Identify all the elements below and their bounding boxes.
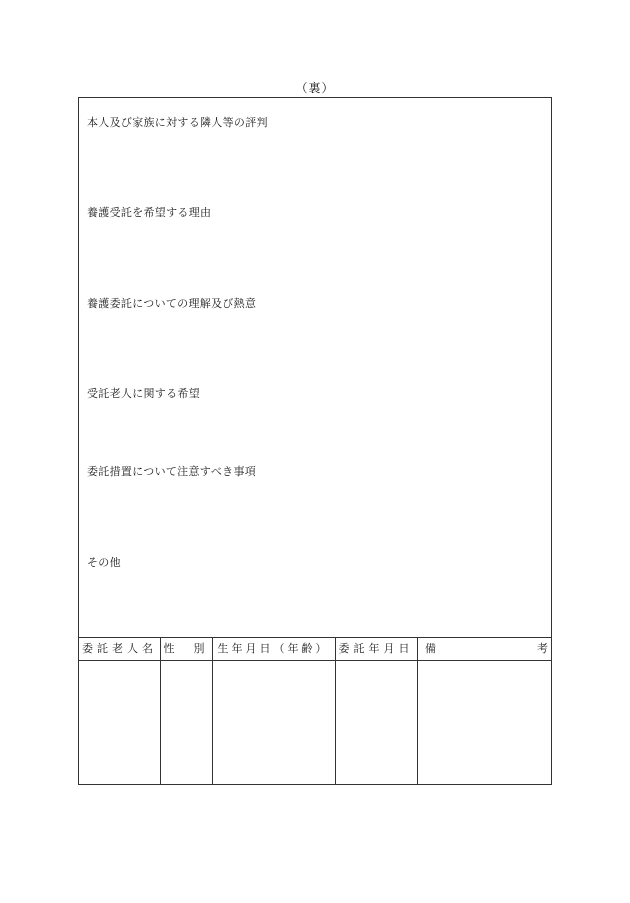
section-understanding-enthusiasm bbox=[87, 295, 256, 311]
cell-remarks[interactable] bbox=[418, 661, 551, 784]
header-elder-name: 委託老人名 bbox=[82, 642, 157, 655]
section-label: 委託措置について注意すべき事項 bbox=[87, 465, 257, 478]
section-label: その他 bbox=[87, 556, 121, 569]
cell-sex[interactable] bbox=[161, 661, 212, 784]
header-remarks: 備 bbox=[425, 642, 436, 655]
section-label: 養護委託についての理解及び熱意 bbox=[87, 297, 257, 310]
section-reason-for-request bbox=[87, 204, 211, 220]
header-placement-date: 委託年月日 bbox=[338, 642, 414, 655]
section-label: 養護受託を希望する理由 bbox=[87, 206, 212, 219]
header-sex: 性 別 bbox=[163, 642, 209, 655]
page-side-label: （裏） bbox=[295, 81, 335, 95]
cell-birth-date-age[interactable] bbox=[213, 661, 335, 784]
section-neighbor-reputation bbox=[87, 114, 268, 130]
section-notes-on-placement bbox=[87, 463, 256, 479]
cell-placement-date[interactable] bbox=[336, 661, 417, 784]
section-label: 受託老人に関する希望 bbox=[87, 387, 200, 400]
header-birth-date-age: 生年月日（年齢） bbox=[217, 642, 330, 655]
section-label: 本人及び家族に対する隣人等の評判 bbox=[87, 116, 268, 129]
header-remarks-end: 考 bbox=[537, 642, 548, 655]
cell-elder-name[interactable] bbox=[79, 661, 160, 784]
section-other bbox=[87, 554, 121, 570]
placement-table bbox=[79, 637, 551, 785]
form-frame bbox=[78, 97, 552, 785]
section-wishes-for-elder bbox=[87, 385, 200, 401]
